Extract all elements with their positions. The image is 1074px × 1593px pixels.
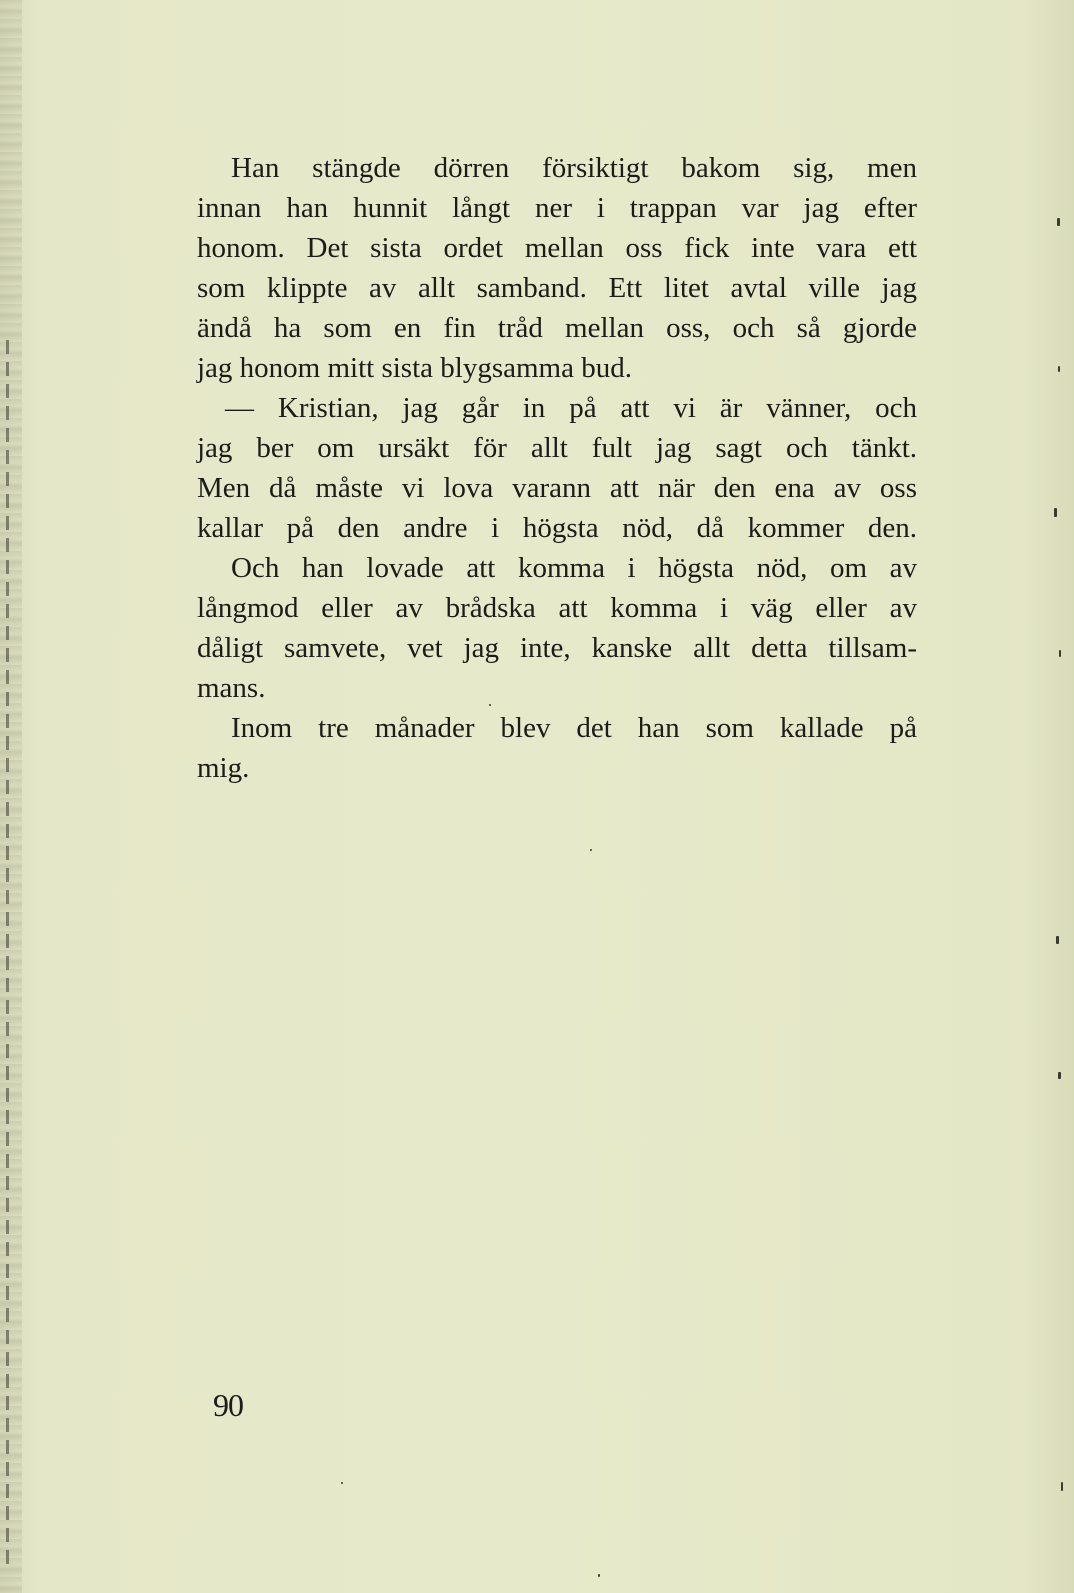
text-line: mig. bbox=[197, 752, 250, 784]
text-line: Inom tre månader blev det han som kallade på bbox=[231, 712, 917, 744]
paragraph bbox=[197, 388, 917, 548]
text-line: ändå ha som en fin tråd mellan oss, och så gjorde bbox=[197, 312, 917, 344]
speck bbox=[1057, 218, 1060, 226]
binding-stitch-line bbox=[6, 340, 9, 1570]
text-line: Han stängde dörren försiktigt bakom sig, men bbox=[231, 152, 917, 184]
body-text bbox=[197, 148, 917, 788]
text-line: kallar på den andre i högsta nöd, då kommer den. bbox=[197, 512, 917, 544]
speck bbox=[1058, 1072, 1061, 1079]
paragraph bbox=[197, 148, 917, 388]
paragraph bbox=[197, 708, 917, 788]
paragraph bbox=[197, 548, 917, 708]
speck bbox=[1054, 508, 1057, 517]
speck bbox=[1058, 366, 1060, 372]
text-line: honom. Det sista ordet mellan oss fick inte vara ett bbox=[197, 232, 917, 264]
speck bbox=[341, 1482, 343, 1484]
page-number: 90 bbox=[213, 1387, 243, 1423]
binding-edge bbox=[0, 0, 22, 1593]
text-line: jag honom mitt sista blygsamma bud. bbox=[197, 352, 632, 384]
speck bbox=[598, 1574, 600, 1577]
text-line: mans. bbox=[197, 672, 266, 704]
speck bbox=[1059, 650, 1061, 657]
text-line: Men då måste vi lova varann att när den ena av oss bbox=[197, 472, 917, 504]
speck bbox=[1061, 1482, 1063, 1491]
text-line: jag ber om ursäkt för allt fult jag sagt och tänkt. bbox=[197, 432, 917, 464]
text-line: innan han hunnit långt ner i trappan var jag efter bbox=[197, 192, 917, 224]
speck bbox=[590, 849, 592, 851]
speck bbox=[1056, 936, 1059, 944]
text-line: — Kristian, jag går in på att vi är vänner, och bbox=[225, 392, 917, 424]
text-line: som klippte av allt samband. Ett litet avtal ville jag bbox=[197, 272, 917, 304]
text-line: långmod eller av brådska att komma i väg eller av bbox=[197, 592, 917, 624]
text-line: Och han lovade att komma i högsta nöd, om av bbox=[231, 552, 917, 584]
text-line: dåligt samvete, vet jag inte, kanske allt detta tillsam- bbox=[197, 632, 917, 664]
